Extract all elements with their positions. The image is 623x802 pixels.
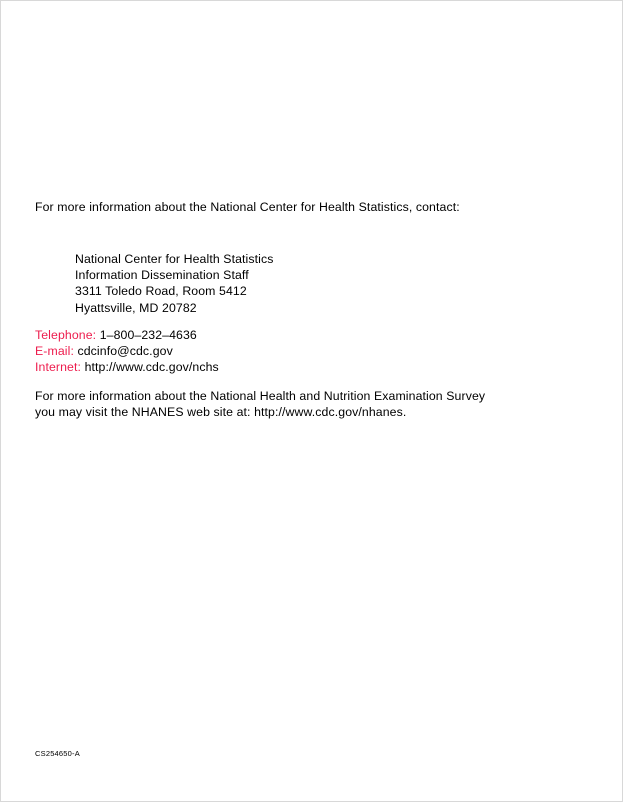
footer-publication-code: CS254650-A bbox=[35, 749, 80, 758]
telephone-value: 1–800–232–4636 bbox=[99, 328, 197, 342]
address-line: Hyattsville, MD 20782 bbox=[75, 300, 197, 315]
closing-line: For more information about the National Health and Nutrition Examination Survey bbox=[35, 389, 486, 403]
email-row bbox=[35, 343, 219, 359]
intro-paragraph: For more information about the National Center for Health Statistics, contact: bbox=[35, 200, 460, 215]
telephone-label: Telephone: bbox=[35, 328, 97, 342]
address-line: National Center for Health Statistics bbox=[75, 252, 274, 266]
internet-value[interactable]: http://www.cdc.gov/nchs bbox=[84, 360, 219, 375]
contact-details-block bbox=[35, 327, 219, 376]
closing-paragraph bbox=[35, 388, 485, 420]
agency-address-block bbox=[75, 251, 274, 316]
telephone-row bbox=[35, 327, 219, 343]
internet-row bbox=[35, 359, 219, 375]
closing-line: you may visit the NHANES web site at: http://www.cdc.gov/nhanes. bbox=[35, 405, 407, 420]
email-value[interactable]: cdcinfo@cdc.gov bbox=[77, 344, 173, 359]
address-line: Information Dissemination Staff bbox=[75, 268, 249, 283]
address-line: 3311 Toledo Road, Room 5412 bbox=[75, 284, 247, 299]
internet-label: Internet: bbox=[35, 360, 82, 375]
email-label: E-mail: bbox=[35, 344, 74, 359]
